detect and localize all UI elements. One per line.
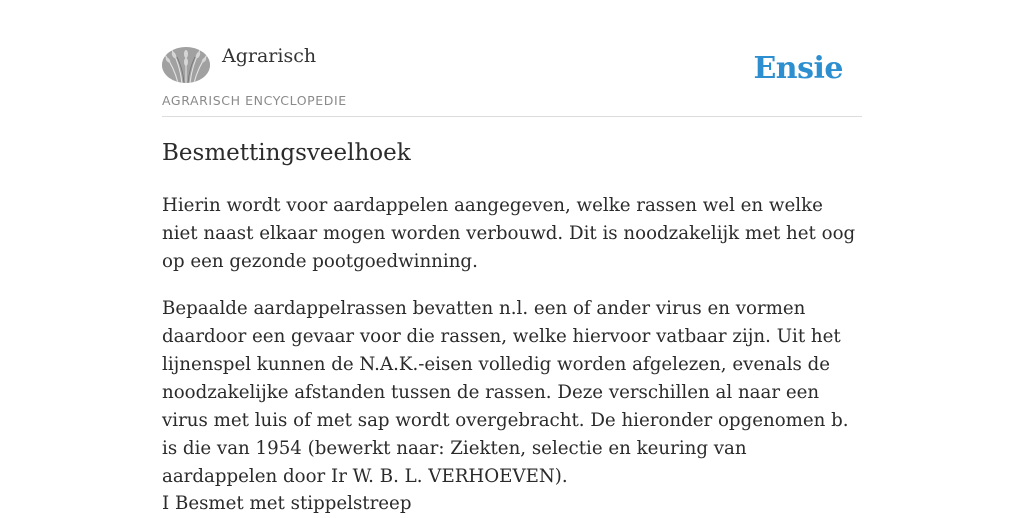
article-paragraph-3: I Besmet met stippelstreep: [162, 493, 412, 514]
wheat-logo-icon[interactable]: [162, 47, 210, 83]
article-paragraph-1: Hierin wordt voor aardappelen aangegeven, welke rassen wel en welke niet naast elkaar mogen worden verbouwd. Dit is noodzakelijk met het oog op een gezonde pootgoedwinning.: [162, 195, 856, 272]
page-container: [162, 0, 862, 514]
article-paragraph-2: Bepaalde aardappelrassen bevatten n.l. een of ander virus en vormen daardoor een gevaar voor die rassen, welke hiervoor vatbaar zijn. Uit het lijnenspel kunnen de N.A.K.-eisen volledig worden afgelezen, evenals de noodzakelijke afstanden tussen de rassen. Deze verschillen al naar een virus met luis of met sap wordt overgebracht. De hieronder opgenomen b. is die van 1954 (bewerkt naar: Ziekten, selectie en keuring van aardappelen door Ir W. B. L. VERHOEVEN).: [162, 298, 849, 487]
site-subtitle: AGRARISCH ENCYCLOPEDIE: [162, 93, 347, 108]
ensie-brand-logo[interactable]: Ensie: [753, 51, 843, 86]
site-name[interactable]: Agrarisch: [222, 45, 317, 67]
article-title: Besmettingsveelhoek: [162, 140, 411, 166]
site-header: [162, 0, 862, 117]
